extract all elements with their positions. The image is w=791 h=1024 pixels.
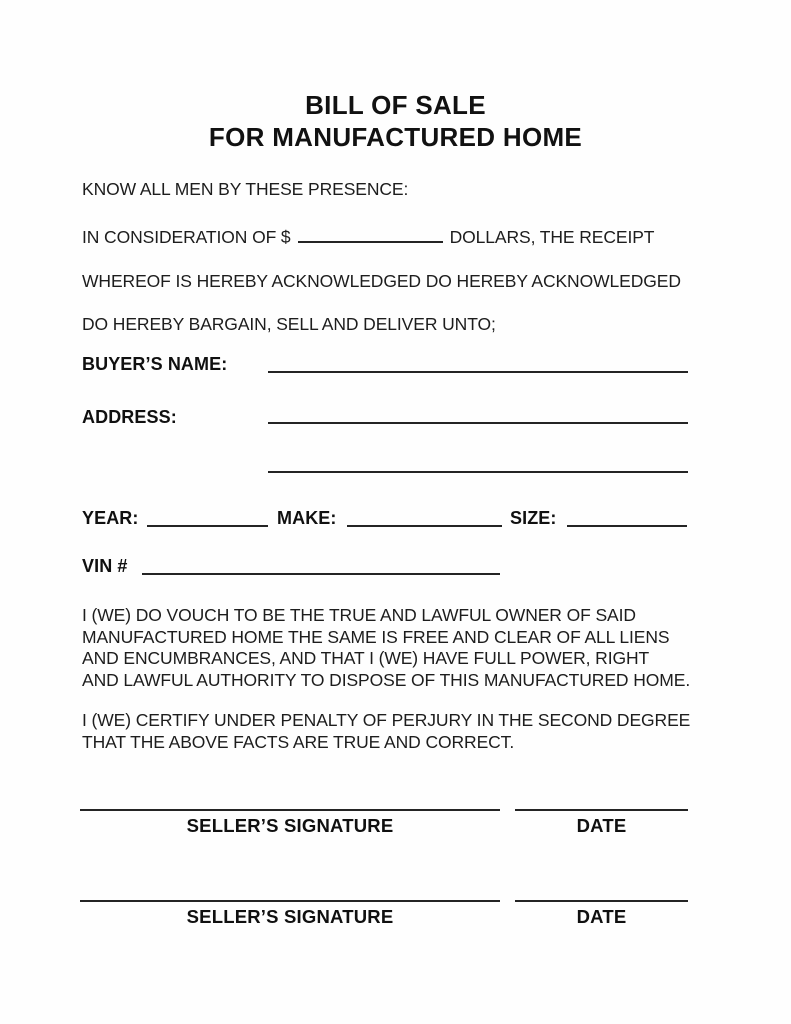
vin-label: VIN #: [82, 556, 128, 576]
date-blank-1[interactable]: [515, 809, 688, 811]
address-blank-line1[interactable]: [268, 422, 688, 424]
vouch-paragraph-line: I (WE) DO VOUCH TO BE THE TRUE AND LAWFUL OWNER OF SAID: [82, 605, 636, 625]
address-label: ADDRESS:: [82, 407, 177, 427]
seller-signature-label-1: SELLER’S SIGNATURE: [186, 815, 394, 836]
document-title-line1: BILL OF SALE: [305, 90, 486, 120]
vin-blank[interactable]: [142, 573, 500, 575]
vouch-paragraph-line: MANUFACTURED HOME THE SAME IS FREE AND CLEAR OF ALL LIENS: [82, 626, 670, 647]
seller-signature-blank-1[interactable]: [80, 809, 500, 811]
make-label: MAKE:: [277, 508, 337, 528]
document-title-line2: FOR MANUFACTURED HOME: [208, 122, 583, 152]
consideration-amount-blank[interactable]: [298, 226, 443, 243]
buyer-name-blank[interactable]: [268, 371, 688, 373]
size-blank[interactable]: [567, 525, 687, 527]
date-label-1: DATE: [576, 815, 627, 836]
vouch-paragraph-line: AND LAWFUL AUTHORITY TO DISPOSE OF THIS MANUFACTURED HOME.: [82, 669, 691, 690]
certify-paragraph-line: I (WE) CERTIFY UNDER PENALTY OF PERJURY IN THE SECOND DEGREE: [82, 710, 691, 730]
make-blank[interactable]: [347, 525, 502, 527]
whereof-line: WHEREOF IS HEREBY ACKNOWLEDGED DO HEREBY ACKNOWLEDGED: [82, 271, 681, 291]
date-blank-2[interactable]: [515, 900, 688, 902]
address-blank-line2[interactable]: [268, 471, 688, 473]
consideration-prefix: IN CONSIDERATION OF $: [82, 227, 291, 247]
vouch-paragraph-line: AND ENCUMBRANCES, AND THAT I (WE) HAVE FULL POWER, RIGHT: [82, 648, 650, 668]
consideration-suffix: DOLLARS, THE RECEIPT: [449, 227, 655, 247]
certify-paragraph-line: THAT THE ABOVE FACTS ARE TRUE AND CORRECT.: [82, 731, 515, 752]
seller-signature-label-2: SELLER’S SIGNATURE: [186, 906, 394, 927]
consideration-line: [82, 226, 654, 248]
size-label: SIZE:: [510, 508, 557, 528]
certify-paragraph: [82, 710, 742, 753]
seller-signature-blank-2[interactable]: [80, 900, 500, 902]
year-label: YEAR:: [82, 508, 139, 528]
bargain-line: DO HEREBY BARGAIN, SELL AND DELIVER UNTO;: [82, 314, 496, 334]
buyer-name-label: BUYER’S NAME:: [82, 354, 228, 374]
vouch-paragraph: [82, 605, 742, 691]
know-all-men-line: KNOW ALL MEN BY THESE PRESENCE:: [82, 179, 409, 199]
year-blank[interactable]: [147, 525, 268, 527]
date-label-2: DATE: [576, 906, 627, 927]
